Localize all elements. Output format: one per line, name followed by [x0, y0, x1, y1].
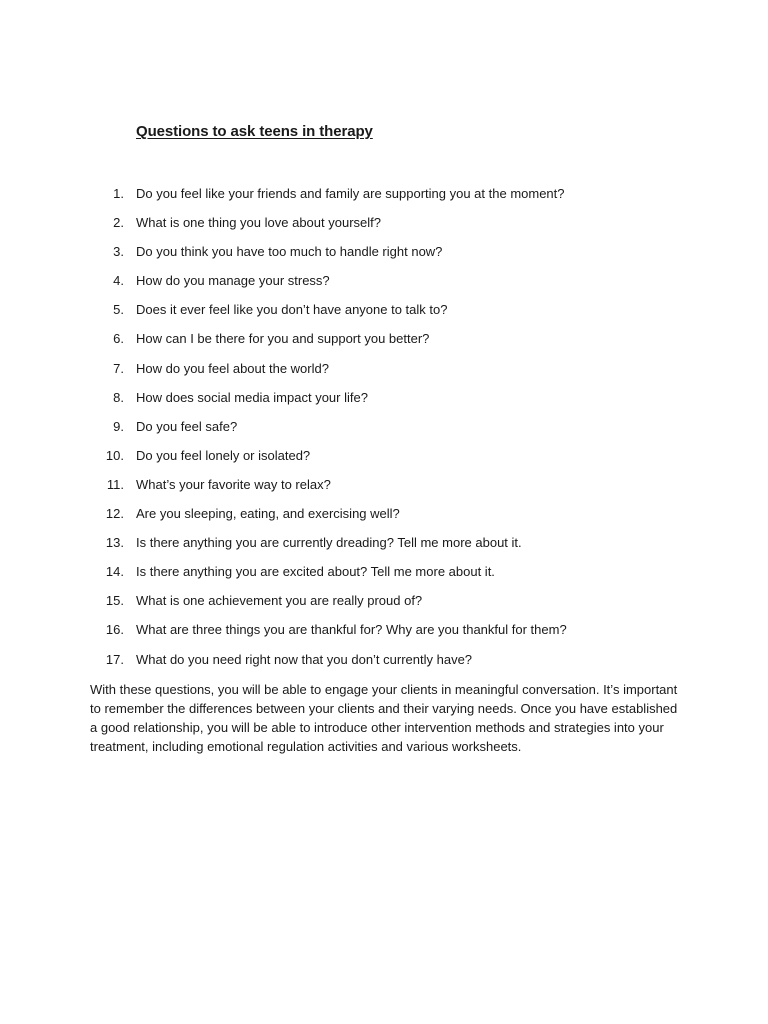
list-item — [0, 272, 768, 301]
list-item-number: 8. — [113, 389, 124, 405]
list-item — [0, 447, 768, 476]
list-item-text: What is one achievement you are really proud of? — [136, 593, 423, 609]
list-item-number: 7. — [113, 360, 124, 376]
list-item-text: What is one thing you love about yourself? — [136, 215, 381, 231]
list-item-text: How do you manage your stress? — [136, 273, 330, 289]
list-item-text: What do you need right now that you don’t currently have? — [136, 651, 473, 667]
list-item-text: How can I be there for you and support you better? — [136, 331, 430, 347]
list-item-number: 14. — [105, 564, 124, 580]
list-item-text: What are three things you are thankful for? Why are you thankful for them? — [136, 622, 567, 638]
list-item-text: Is there anything you are excited about? Tell me more about it. — [136, 564, 495, 580]
list-item — [0, 214, 768, 243]
list-item-text: Do you feel lonely or isolated? — [136, 447, 311, 463]
list-item-text: How do you feel about the world? — [136, 360, 329, 376]
list-item — [0, 476, 768, 505]
list-item-text: Is there anything you are currently dreading? Tell me more about it. — [136, 535, 522, 551]
list-item — [0, 563, 768, 592]
list-item-number: 13. — [105, 535, 124, 551]
question-list — [0, 185, 768, 680]
list-item — [0, 301, 768, 330]
list-item — [0, 243, 768, 272]
list-item-number: 1. — [113, 186, 124, 201]
list-item-text: Do you feel safe? — [136, 418, 238, 434]
list-item — [0, 534, 768, 563]
list-item-number: 2. — [113, 215, 124, 231]
list-item-number: 15. — [105, 593, 124, 609]
list-item-text: Do you think you have too much to handle right now? — [136, 244, 443, 260]
list-item-number: 9. — [113, 418, 124, 434]
list-item-text: How does social media impact your life? — [136, 389, 368, 405]
list-item-text: Does it ever feel like you don’t have anyone to talk to? — [136, 302, 448, 318]
list-item — [0, 592, 768, 621]
list-item — [0, 185, 768, 214]
list-item — [0, 505, 768, 534]
list-item-number: 3. — [113, 244, 124, 260]
list-item-number: 4. — [113, 273, 124, 289]
list-item-number: 12. — [105, 506, 124, 522]
list-item-number: 17. — [105, 651, 124, 667]
list-item-number: 11. — [106, 476, 124, 492]
list-item-number: 16. — [105, 622, 124, 638]
list-item — [0, 621, 768, 650]
list-item-number: 6. — [113, 331, 124, 347]
list-item-text: Do you feel like your friends and family are supporting you at the moment? — [136, 186, 565, 201]
list-item-text: Are you sleeping, eating, and exercising well? — [136, 506, 400, 522]
list-item — [0, 330, 768, 359]
list-item-number: 10. — [105, 447, 124, 463]
list-item — [0, 651, 768, 680]
document-title: Questions to ask teens in therapy — [136, 123, 373, 140]
list-item — [0, 389, 768, 418]
closing-paragraph: With these questions, you will be able to engage your clients in meaningful conversation. It’s important to remember the differences between your clients and their varying needs. Once you have established a good relationship, you will be able to introduce other intervention methods and strategies into your treatment, including emotional regulation activities and various worksheets. — [90, 682, 678, 754]
list-item — [0, 418, 768, 447]
list-item — [0, 360, 768, 389]
list-item-number: 5. — [113, 302, 124, 318]
list-item-text: What’s your favorite way to relax? — [136, 476, 331, 492]
